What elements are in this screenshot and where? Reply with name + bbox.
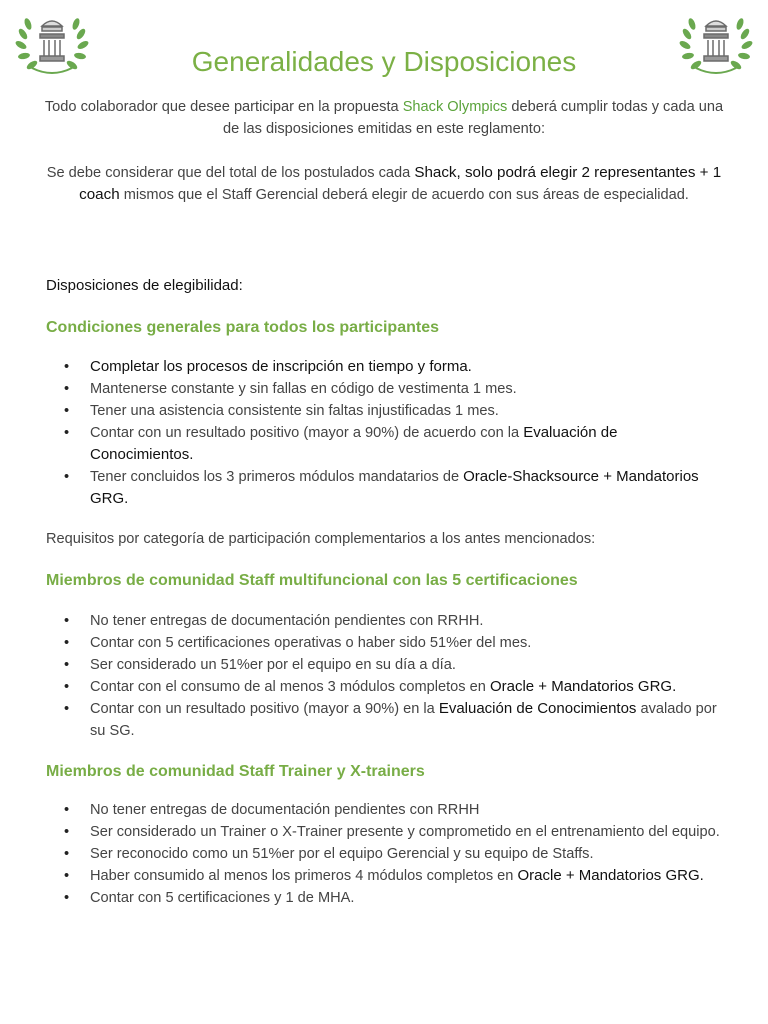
list-item <box>64 610 724 632</box>
list-item <box>64 676 724 698</box>
item-emphasis: Oracle-Shacksource + Mandatorios GRG. <box>90 468 699 507</box>
list-item <box>64 821 724 843</box>
general-conditions-list <box>64 356 724 510</box>
selection-emphasis: Shack, solo podrá elegir 2 representantes + 1 coach <box>79 164 722 203</box>
item-text: Contar con 5 certificaciones operativas o haber sido 51%er del mes. <box>90 635 532 651</box>
section-heading-general: Condiciones generales para todos los participantes <box>46 319 439 336</box>
item-text: Haber consumido al menos los primeros 4 módulos completos en <box>90 868 518 884</box>
list-item <box>64 466 724 510</box>
list-item <box>64 378 724 400</box>
list-item <box>64 632 724 654</box>
brand-name: Shack Olympics <box>402 99 508 115</box>
item-text: No tener entregas de documentación pendientes con RRHH. <box>90 613 484 629</box>
item-text: Contar con 5 certificaciones y 1 de MHA. <box>90 890 355 906</box>
selection-text: mismos que el Staff Gerencial deberá elegir de acuerdo con sus áreas de especialidad. <box>119 187 689 203</box>
requirements-intro: Requisitos por categoría de participación complementarios a los antes mencionados: <box>46 531 596 547</box>
trainer-list <box>64 799 724 909</box>
item-text: Contar con un resultado positivo (mayor a 90%) en la <box>90 701 439 717</box>
list-item <box>64 698 724 742</box>
intro-text: deberá cumplir todas y cada una de las disposiciones emitidas en este reglamento: <box>222 99 724 137</box>
item-emphasis: Oracle + Mandatorios GRG. <box>517 867 704 884</box>
intro-text: Todo colaborador que desee participar en la propuesta <box>44 99 403 115</box>
item-text: avalado por su SG. <box>90 701 717 739</box>
page-title: Generalidades y Disposiciones <box>191 46 577 77</box>
item-text: Ser considerado un 51%er por el equipo en su día a día. <box>90 657 456 673</box>
item-text: Completar los procesos de inscripción en tiempo y forma. <box>90 358 472 375</box>
list-item <box>64 843 724 865</box>
item-text: Contar con el consumo de al menos 3 módulos completos en <box>90 679 490 695</box>
selection-paragraph <box>40 162 728 206</box>
item-emphasis: Evaluación de Conocimientos <box>438 700 637 717</box>
list-item <box>64 356 724 378</box>
item-text: Mantenerse constante y sin fallas en código de vestimenta 1 mes. <box>90 381 517 397</box>
list-item <box>64 422 724 466</box>
multifunctional-list <box>64 610 724 742</box>
list-item <box>64 887 724 909</box>
item-text: Contar con un resultado positivo (mayor a 90%) de acuerdo con la <box>90 425 524 441</box>
item-text: Ser reconocido como un 51%er por el equipo Gerencial y su equipo de Staffs. <box>90 846 594 862</box>
list-item <box>64 400 724 422</box>
section-heading-trainer: Miembros de comunidad Staff Trainer y X-trainers <box>46 763 425 780</box>
item-text: No tener entregas de documentación pendientes con RRHH <box>90 802 480 818</box>
section-heading-multifunctional: Miembros de comunidad Staff multifuncional con las 5 certificaciones <box>46 572 578 589</box>
item-text: Ser considerado un Trainer o X-Trainer presente y comprometido en el entrenamiento del equipo. <box>90 824 720 840</box>
eligibility-label: Disposiciones de elegibilidad: <box>46 277 243 294</box>
intro-paragraph <box>40 96 728 140</box>
selection-text: Se debe considerar que del total de los postulados cada <box>46 165 415 181</box>
list-item <box>64 654 724 676</box>
item-text: Tener una asistencia consistente sin faltas injustificadas 1 mes. <box>90 403 499 419</box>
list-item <box>64 865 724 887</box>
list-item <box>64 799 724 821</box>
item-emphasis: Evaluación de Conocimientos. <box>90 424 618 463</box>
item-text: Tener concluidos los 3 primeros módulos mandatarios de <box>90 469 464 485</box>
item-emphasis: Oracle + Mandatorios GRG. <box>489 678 677 695</box>
